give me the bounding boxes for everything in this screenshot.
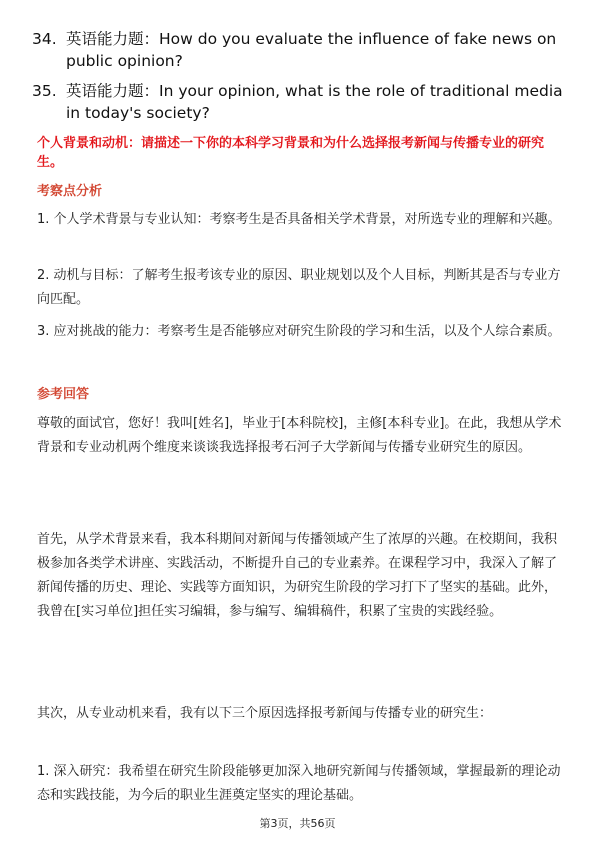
analysis-point-1: 1. 个人学术背景与专业认知：考察考生是否具备相关学术背景，对所选专业的理解和兴趣。 <box>37 212 561 227</box>
answer-paragraph-4: 1. 深入研究：我希望在研究生阶段能够更加深入地研究新闻与传播领域，掌握最新的理论动态和实践技能，为今后的职业生涯奠定坚实的理论基础。 <box>37 764 561 803</box>
question-34 <box>32 28 572 72</box>
question-text-line2: public opinion? <box>66 52 183 70</box>
page-footer: 第3页，共56页 <box>259 817 336 830</box>
answer-paragraph-1: 尊敬的面试官，您好！我叫[姓名]，毕业于[本科院校]，主修[本科专业]。在此，我想从学术背景和专业动机两个维度来谈谈我选择报考石河子大学新闻与传播专业研究生的原因。 <box>37 416 562 455</box>
question-text-line1: 英语能力题：In your opinion, what is the role of traditional media <box>66 82 563 100</box>
analysis-point-3: 3. 应对挑战的能力：考察考生是否能够应对研究生阶段的学习和生活，以及个人综合素质。 <box>37 324 561 339</box>
question-number: 34. <box>32 30 57 48</box>
question-35 <box>32 80 572 124</box>
question-text-line1: 英语能力题：How do you evaluate the influence of fake news on <box>66 30 557 48</box>
analysis-heading: 考察点分析 <box>37 184 103 199</box>
section-title: 个人背景和动机：请描述一下你的本科学习背景和为什么选择报考新闻与传播专业的研究生。 <box>37 136 545 170</box>
question-number: 35. <box>32 82 57 100</box>
question-text-line2: in today's society? <box>66 104 210 122</box>
answer-paragraph-3: 其次，从专业动机来看，我有以下三个原因选择报考新闻与传播专业的研究生： <box>37 706 493 721</box>
analysis-point-2: 2. 动机与目标：了解考生报考该专业的原因、职业规划以及个人目标，判断其是否与专业方向匹配。 <box>37 268 561 307</box>
answer-heading: 参考回答 <box>37 387 90 402</box>
answer-paragraph-2: 首先，从学术背景来看，我本科期间对新闻与传播领域产生了浓厚的兴趣。在校期间，我积极参加各类学术讲座、实践活动，不断提升自己的专业素养。在课程学习中，我深入了解了新闻传播的历史、理论、实践等方面知识，为研究生阶段的学习打下了坚实的基础。此外，我曾在[实习单位]担任实习编辑，参与编写、编辑稿件，积累了宝贵的实践经验。 <box>37 532 558 619</box>
